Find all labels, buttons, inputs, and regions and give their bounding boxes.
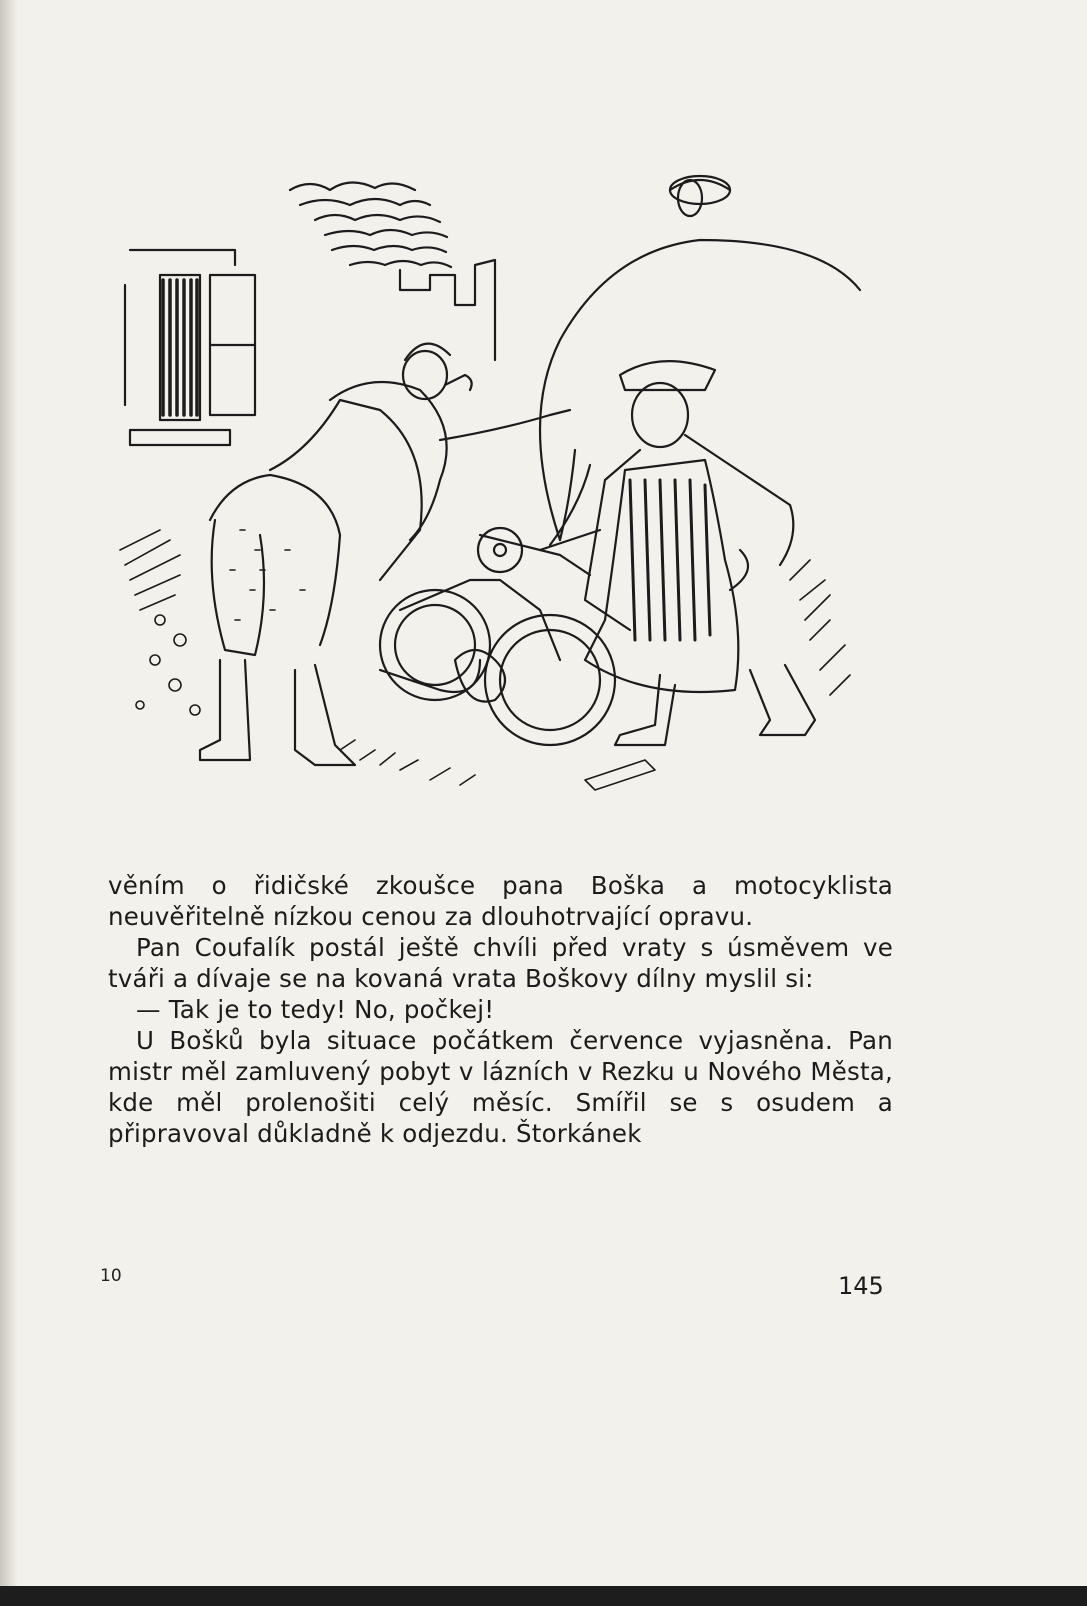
ground-sketch xyxy=(120,530,850,790)
archway-sketch xyxy=(540,240,860,545)
illustration-motorcyclist-and-mechanic xyxy=(100,150,890,820)
rubble-sketch xyxy=(290,182,495,360)
page-number: 145 xyxy=(838,1272,884,1300)
scan-edge-band xyxy=(0,1586,1087,1606)
page-gutter-shadow xyxy=(0,0,18,1586)
insect-sketch xyxy=(670,176,730,216)
paragraph-3: — Tak je to tedy! No, počkej! xyxy=(136,995,495,1024)
paragraph-1: věním o řidičské zkoušce pana Boška a motocyklista neuvěřitelně nízkou cenou za dlouhotrvající opravu. xyxy=(108,871,893,931)
body-text xyxy=(108,870,893,1149)
paragraph-2: Pan Coufalík postál ještě chvíli před vraty s úsměvem ve tváři a dívaje se na kovaná vrata Boškovy dílny myslil si: xyxy=(108,933,893,993)
motorcycle-sketch xyxy=(380,528,615,745)
window-sketch xyxy=(125,250,255,445)
printer-signature-mark: 10 xyxy=(100,1266,122,1286)
paragraph-4: U Bošků byla situace počátkem července vyjasněna. Pan mistr měl zamluvený pobyt v lázních v Rezku u Nového Města, kde měl prolenošiti celý měsíc. Smířil se s osudem a připravoval důkladně k odjezdu. Štorkánek xyxy=(108,1026,893,1148)
mechanic-figure xyxy=(540,361,815,745)
